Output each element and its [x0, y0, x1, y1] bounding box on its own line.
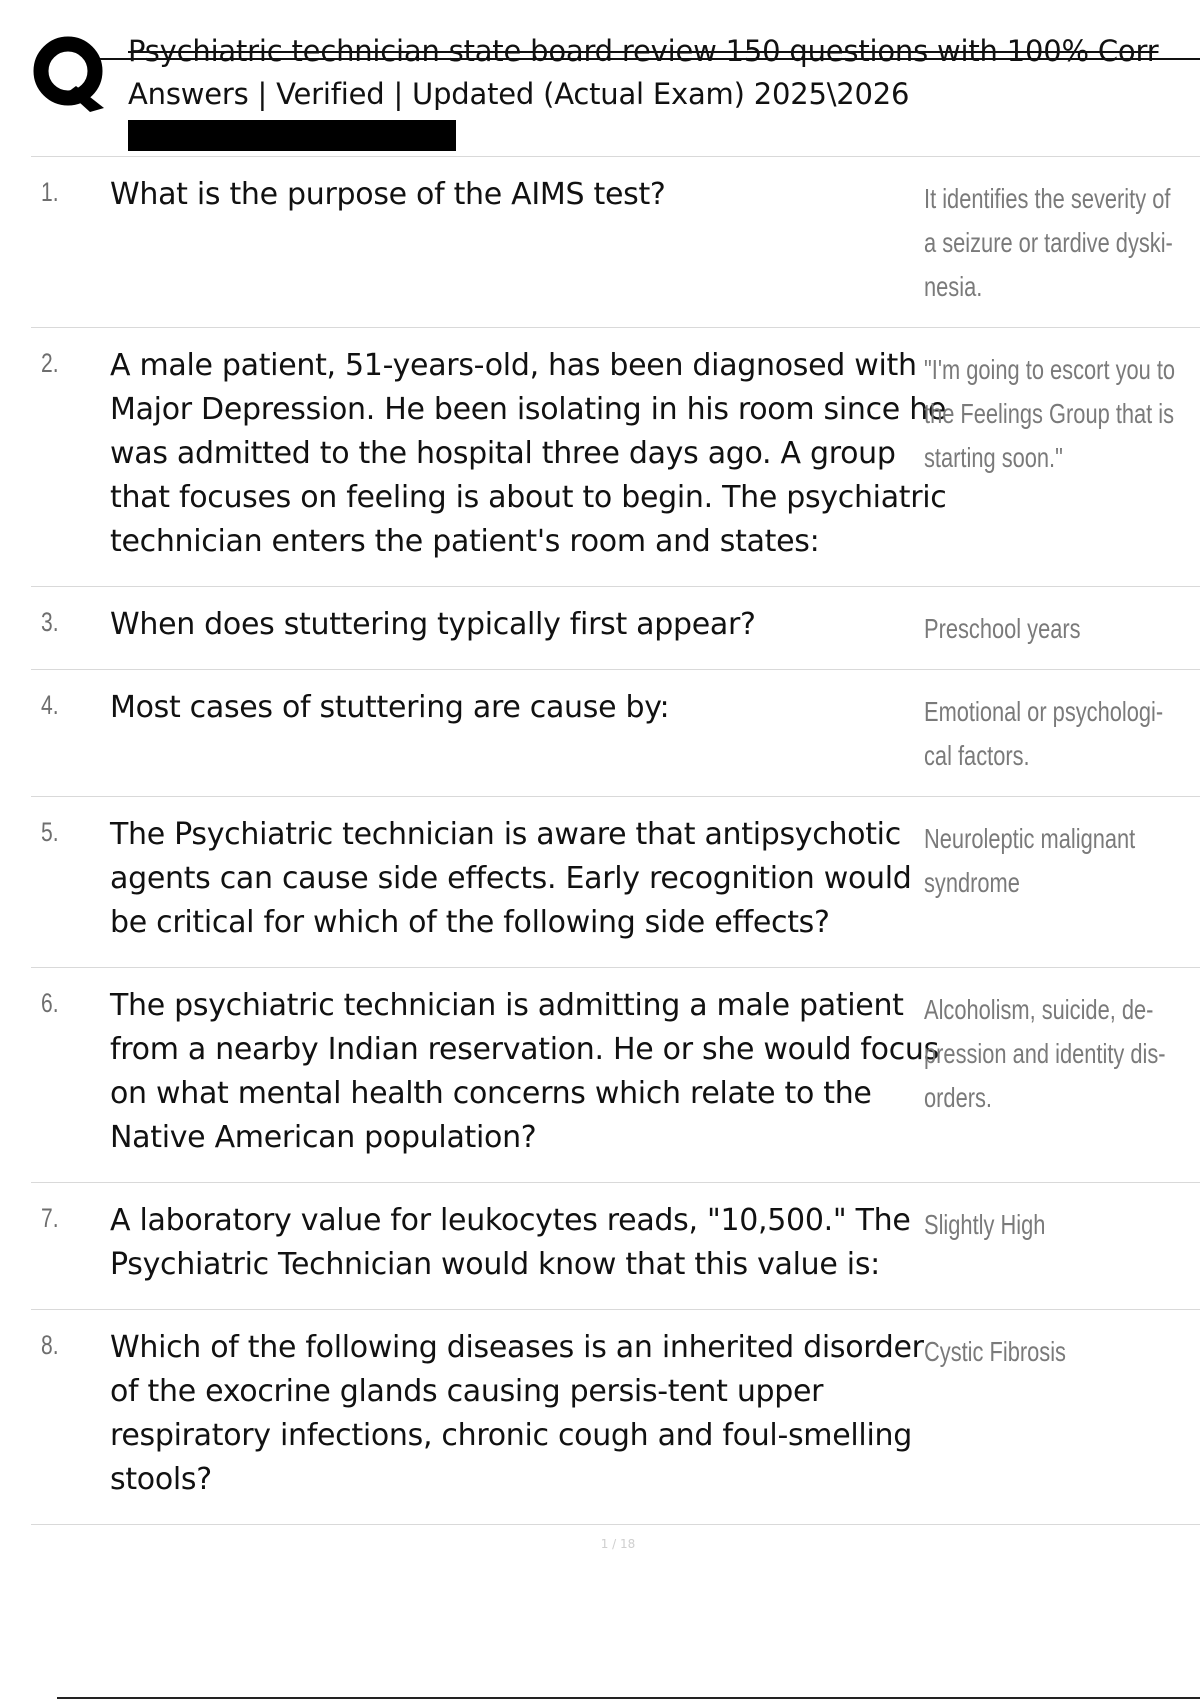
- question-number: 8.: [41, 1330, 59, 1360]
- q-logo-icon: [32, 34, 106, 112]
- question-number: 4.: [41, 690, 59, 720]
- qa-row: [31, 328, 1200, 587]
- answer-text: It identifies the severity of a seizure or tardive dyski- nesia.: [924, 183, 1173, 302]
- page-indicator: 1 / 18: [600, 1537, 636, 1551]
- title-line-1: Psychiatric technician state board review 150 questions with 100% Corr: [128, 34, 1159, 68]
- qa-row: [31, 1310, 1200, 1525]
- qa-row: [31, 1183, 1200, 1310]
- document-title: [128, 30, 1200, 116]
- question-text: Most cases of stuttering are cause by:: [110, 690, 670, 725]
- qa-list: [31, 156, 1200, 1525]
- question-number: 1.: [41, 177, 59, 207]
- answer-text: Cystic Fibrosis: [924, 1336, 1066, 1367]
- title-line-2: Answers | Verified | Updated (Actual Exam) 2025\2026: [128, 77, 910, 111]
- question-text: When does stuttering typically first appear?: [110, 607, 756, 642]
- question-text: What is the purpose of the AIMS test?: [110, 177, 666, 212]
- question-text: A laboratory value for leukocytes reads, "10,500." The Psychiatric Technician would know that this value is:: [110, 1203, 911, 1282]
- qa-row: [31, 968, 1200, 1183]
- qa-row: [31, 157, 1200, 328]
- answer-text: Slightly High: [924, 1209, 1046, 1240]
- qa-row: [31, 670, 1200, 797]
- question-text: The psychiatric technician is admitting a male patient from a nearby Indian reservation. He or she would focus on what mental health concerns which relate to the Native American population?: [110, 988, 939, 1155]
- question-text: A male patient, 51-years-old, has been diagnosed with Major Depression. He been isolating in his room since he was admitted to the hospital three days ago. A group that focuses on feeling is about to begin. The psychiatric technician enters the patient's room and states:: [110, 348, 947, 559]
- answer-text: Preschool years: [924, 613, 1081, 644]
- redaction-bar: [128, 120, 456, 151]
- answer-text: Emotional or psychologi- cal factors.: [924, 696, 1164, 771]
- answer-text: Alcoholism, suicide, de- pression and identity dis- orders.: [924, 994, 1166, 1113]
- question-text: Which of the following diseases is an inherited disorder of the exocrine glands causing persis-tent upper respiratory infections, chronic cough and foul-smelling stools?: [110, 1330, 924, 1497]
- qa-row: [31, 587, 1200, 670]
- question-number: 5.: [41, 817, 59, 847]
- answer-text: "I'm going to escort you to the Feelings Group that is starting soon.": [924, 354, 1176, 473]
- question-number: 2.: [41, 348, 59, 378]
- question-text: The Psychiatric technician is aware that antipsychotic agents can cause side effects. Early recognition would be critical for which of the following side effects?: [110, 817, 912, 940]
- qa-row: [31, 797, 1200, 968]
- footer-rule: [57, 1697, 1200, 1699]
- question-number: 3.: [41, 607, 59, 637]
- question-number: 6.: [41, 988, 59, 1018]
- question-number: 7.: [41, 1203, 59, 1233]
- answer-text: Neuroleptic malignant syndrome: [924, 823, 1136, 898]
